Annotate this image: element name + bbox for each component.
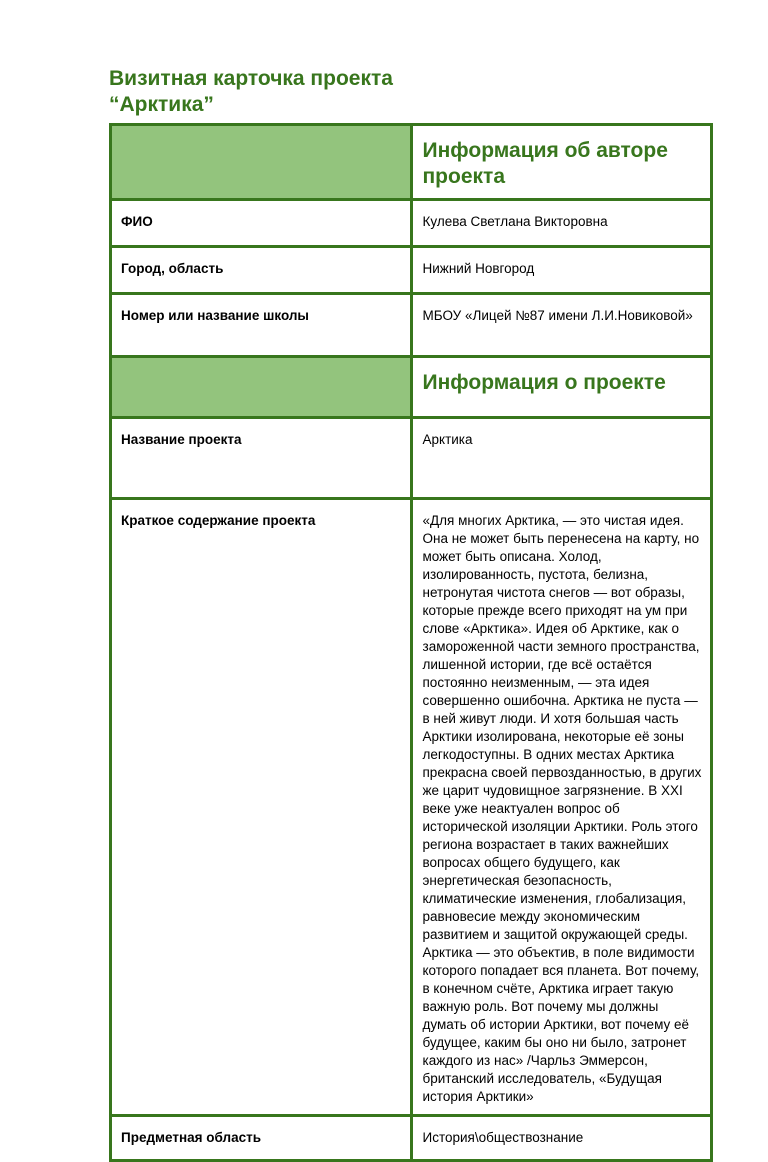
table-row xyxy=(111,1116,712,1161)
table-row xyxy=(111,499,712,1116)
table-row xyxy=(111,200,712,247)
section-header-filler xyxy=(111,357,412,418)
table-row xyxy=(111,294,712,357)
project-section-heading: Информация о проекте xyxy=(411,357,712,418)
summary-value: «Для многих Арктика, — это чистая идея. Она не может быть перенесена на карту, но может быть описана. Холод, изолированность, пустота, белизна, нетронутая чистота снегов — вот образы, которые прежде всего приходят на ум при слове «Арктика». Идея об Арктике, как о замороженной части земного пространства, лишенной истории, где всё остаётся постоянно неизменным, — эта идея совершенно ошибочна. Арктика не пуста — в ней живут люди. И хотя большая часть Арктики изолирована, некоторые её зоны легкодоступны. В одних местах Арктика прекрасна своей первозданностью, в других же царит чудовищное загрязнение. В XXI веке уже неактуален вопрос об исторической изоляции Арктики. Роль этого региона возрастает в таких важнейших вопросах общего будущего, как энергетическая безопасность, климатические изменения, глобализация, равновесие между экономическим развитием и защитой окружающей среды. Арктика — это объектив, в поле видимости которого попадает вся планета. Вот почему, в конечном счёте, Арктика играет такую важную роль. Вот почему мы должны думать об истории Арктики, вот почему её будущее, каким бы оно ни было, затронет каждого из нас» /Чарльз Эммерсон, британский исследователь, «Будущая история Арктики» xyxy=(411,499,712,1116)
school-label: Номер или название школы xyxy=(111,294,412,357)
document-title-line-1: Визитная карточка проекта xyxy=(109,67,393,90)
author-section-heading: Информация об авторе проекта xyxy=(411,125,712,200)
city-label: Город, область xyxy=(111,247,412,294)
document-title-line-2: “Арктика” xyxy=(109,93,214,116)
subject-value: История\обществознание xyxy=(411,1116,712,1161)
summary-label: Краткое содержание проекта xyxy=(111,499,412,1116)
project-card-table xyxy=(109,123,713,1162)
fio-value: Кулева Светлана Викторовна xyxy=(411,200,712,247)
author-section-header-row xyxy=(111,125,712,200)
project-name-value: Арктика xyxy=(411,418,712,499)
table-row xyxy=(111,247,712,294)
table-row xyxy=(111,418,712,499)
school-value: МБОУ «Лицей №87 имени Л.И.Новиковой» xyxy=(411,294,712,357)
document-title xyxy=(109,66,393,118)
subject-label: Предметная область xyxy=(111,1116,412,1161)
project-section-header-row xyxy=(111,357,712,418)
project-name-label: Название проекта xyxy=(111,418,412,499)
fio-label: ФИО xyxy=(111,200,412,247)
city-value: Нижний Новгород xyxy=(411,247,712,294)
section-header-filler xyxy=(111,125,412,200)
